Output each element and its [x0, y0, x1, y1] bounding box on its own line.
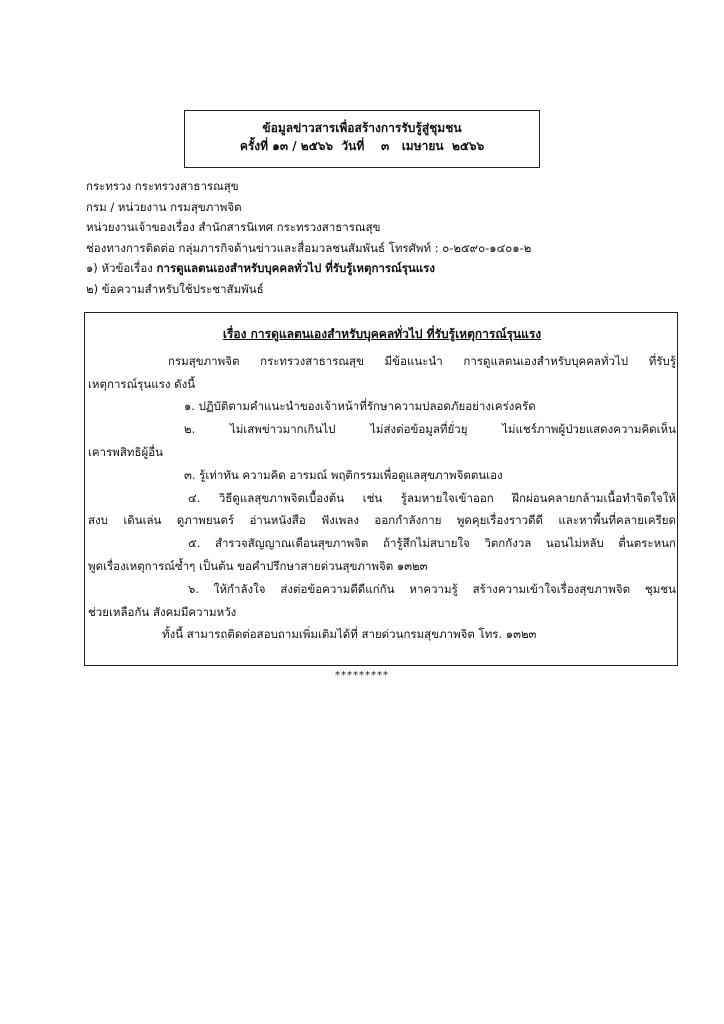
intro-line-2: เหตุการณ์รุนแรง ดังนี้: [88, 376, 196, 391]
meta-section: [86, 176, 686, 299]
owner-unit-line: หน่วยงานเจ้าของเรื่อง สำนักสารนิเทศ กระทรวงสาธารณสุข: [86, 220, 381, 234]
content-box: [84, 312, 678, 666]
item-4-line-1: ๔. วิธีดูแลสุขภาพจิตเบื้องต้น เช่น รู้ลมหายใจเข้าออก ฝึกผ่อนคลายกล้ามเนื้อทำจิตใจให้: [188, 490, 676, 505]
item-5-line-2: พูดเรื่องเหตุการณ์ซ้ำๆ เป็นต้น ขอคำปรึกษาสายด่วนสุขภาพจิต ๑๓๒๓: [88, 558, 428, 573]
content-body: [88, 323, 676, 646]
pr-label-line: ๒) ข้อความสำหรับใช้ประชาสัมพันธ์: [86, 281, 264, 296]
header-title: ข้อมูลข่าวสารเพื่อสร้างการรับรู้สู่ชุมชน: [262, 121, 462, 135]
item-3: ๓. รู้เท่าทัน ความคิด อารมณ์ พฤติกรรมเพื่อดูแลสุขภาพจิตตนเอง: [184, 467, 503, 482]
item-6-line-2: ช่วยเหลือกัน สังคมมีความหวัง: [88, 604, 237, 619]
header-issue-line: ครั้งที่ ๑๓ / ๒๕๖๖ วันที่ ๓ เมษายน ๒๕๖๖: [239, 139, 485, 153]
topic-title: การดูแลตนเองสำหรับบุคคลทั่วไป ที่รับรู้เหตุการณ์รุนแรง: [156, 261, 435, 275]
closing-line: ทั้งนี้ สามารถติดต่อสอบถามเพิ่มเติมได้ที่ สายด่วนกรมสุขภาพจิต โทร. ๑๓๒๓: [162, 627, 537, 642]
ministry-line: กระทรวง กระทรวงสาธารณสุข: [86, 179, 239, 193]
contact-line: ช่องทางการติดต่อ กลุ่มภารกิจด้านข่าวและสื่อมวลชนสัมพันธ์ โทรศัพท์ : ๐-๒๕๙๐-๑๔๐๑-๒: [86, 240, 532, 255]
item-4-line-2: สงบ เดินเล่น ดูภาพยนตร์ อ่านหนังสือ ฟังเพลง ออกกำลังกาย พูดคุยเรื่องราวดีดี และหาพื้นที่คลายเครียด: [88, 513, 676, 528]
topic-prefix: ๑) หัวข้อเรื่อง: [86, 261, 157, 275]
intro-line-1: กรมสุขภาพจิต กระทรวงสาธารณสุข มีข้อแนะนำ การดูแลตนเองสำหรับบุคคลทั่วไป ที่รับรู้: [168, 353, 676, 368]
department-line: กรม / หน่วยงาน กรมสุขภาพจิต: [86, 199, 242, 214]
item-1: ๑. ปฏิบัติตามคำแนะนำของเจ้าหน้าที่รักษาความปลอดภัยอย่างเคร่งครัด: [184, 399, 536, 414]
item-2-line-2: เคารพสิทธิผู้อื่น: [88, 444, 163, 459]
item-2-line-1: ๒. ไม่เสพข่าวมากเกินไป ไม่ส่งต่อข้อมูลที่ยั่วยุ ไม่แชร์ภาพผู้ป่วยแสดงความคิดเห็น: [184, 422, 676, 437]
topic-line: [86, 258, 686, 279]
item-5-line-1: ๕. สำรวจสัญญาณเตือนสุขภาพจิต ถ้ารู้สึกไม่สบายใจ วิตกกังวล นอนไม่หลับ ตื่นตระหนก: [188, 536, 676, 551]
item-6-line-1: ๖. ให้กำลังใจ ส่งต่อข้อความดีดีแก่กัน หาความรู้ สร้างความเข้าใจเรื่องสุขภาพจิต ชุมชน: [188, 581, 676, 596]
end-marker: *********: [335, 670, 389, 681]
content-title: เรื่อง การดูแลตนเองสำหรับบุคคลทั่วไป ที่รับรู้เหตุการณ์รุนแรง: [222, 327, 542, 341]
header-box: [184, 110, 540, 168]
